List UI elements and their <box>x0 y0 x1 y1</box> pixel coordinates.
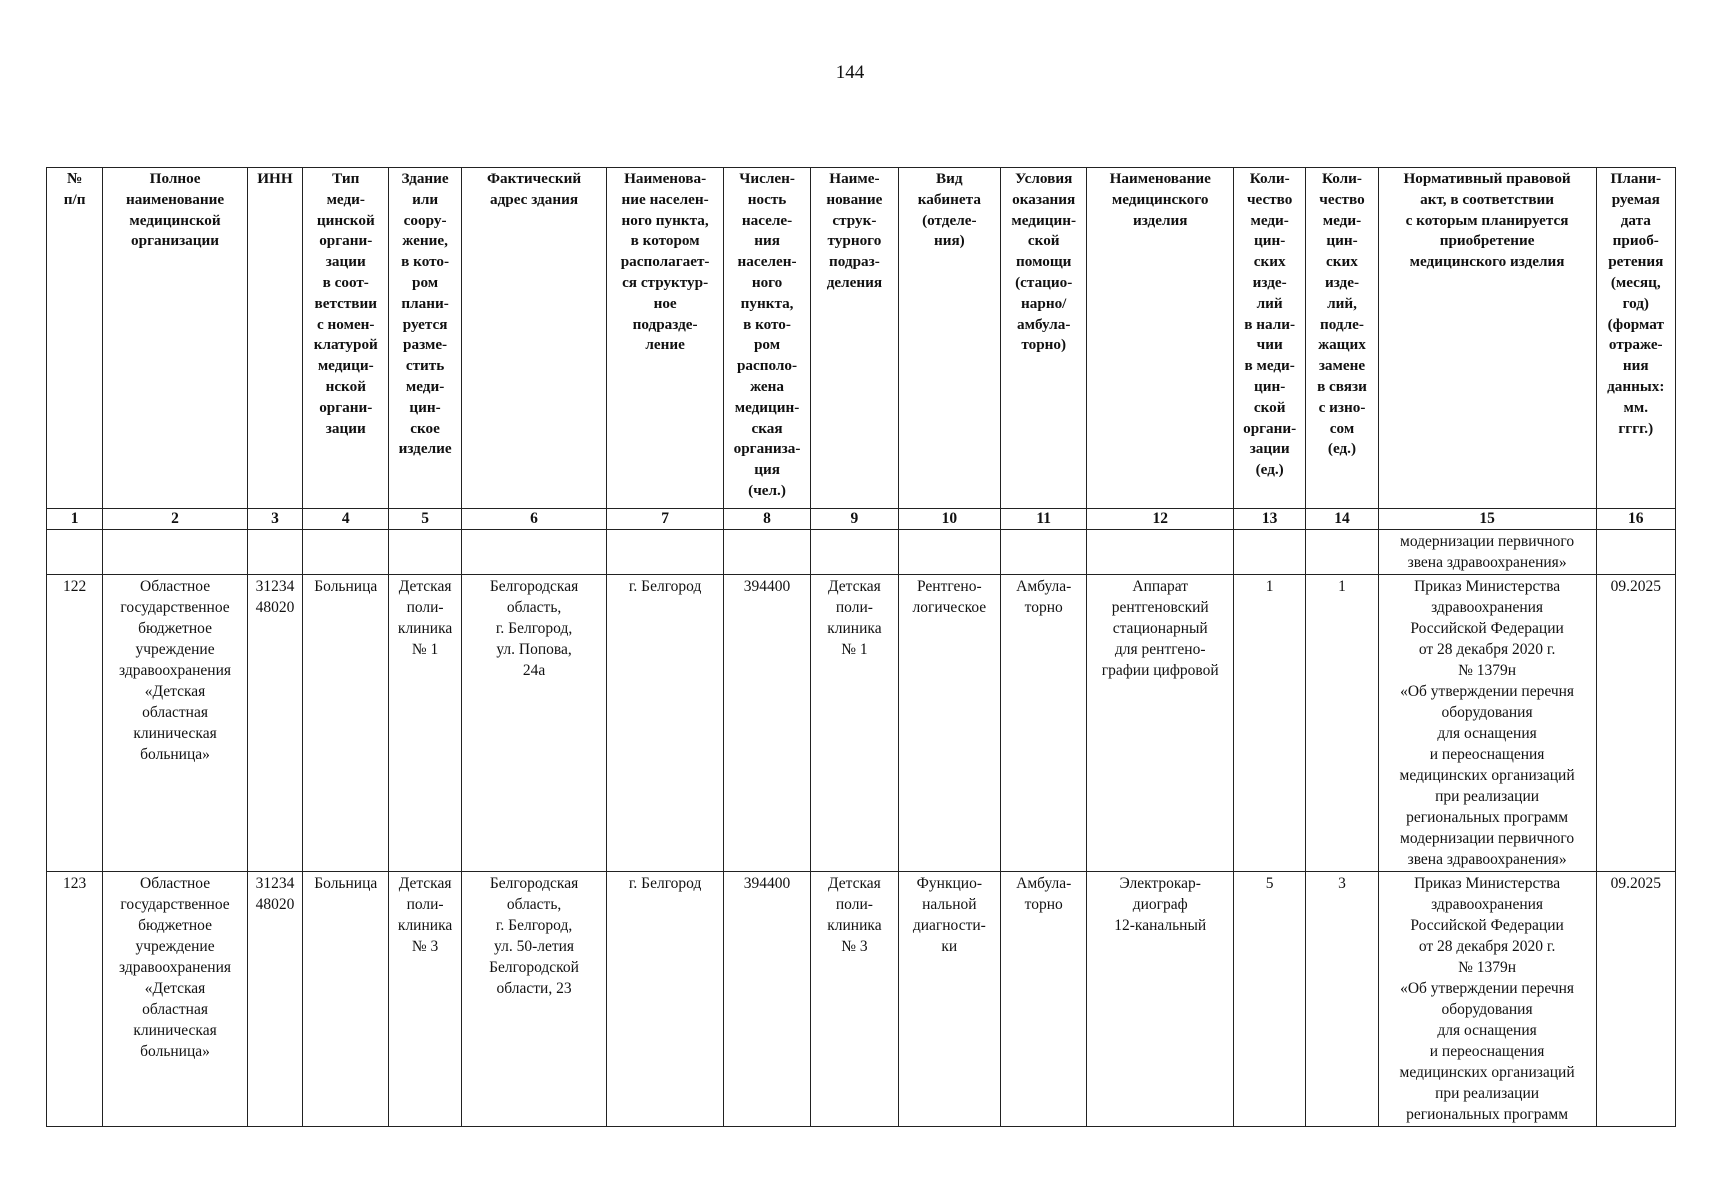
empty-cell <box>1234 530 1306 575</box>
org-name: Областное государственное бюджетное учреждение здравоохранения «Детская областная клиническая больница» <box>103 575 248 872</box>
column-number: 6 <box>461 509 607 530</box>
header-qty-have: Коли- чество меди- цин- ских изде- лий в нали- чии в меди- цин- ской органи- зации (ед.) <box>1234 168 1306 509</box>
empty-cell <box>1306 530 1378 575</box>
empty-cell <box>1087 530 1234 575</box>
column-number: 10 <box>898 509 1000 530</box>
row-num: 122 <box>47 575 103 872</box>
column-number: 8 <box>723 509 810 530</box>
column-number: 4 <box>303 509 389 530</box>
building: Детская поли- клиника № 3 <box>389 872 461 1127</box>
header-population: Числен- ность населе- ния населен- ного пункта, в кото- ром располо- жена медицин- ская организа- ция (чел.) <box>723 168 810 509</box>
empty-cell <box>723 530 810 575</box>
empty-cell <box>1001 530 1087 575</box>
header-qty-replace: Коли- чество меди- цин- ских изде- лий, подле- жащих замене в связи с изно- сом (ед.) <box>1306 168 1378 509</box>
org-type: Больница <box>303 872 389 1127</box>
purchase-date: 09.2025 <box>1596 575 1675 872</box>
qty-to-replace: 1 <box>1306 575 1378 872</box>
org-name: Областное государственное бюджетное учреждение здравоохранения «Детская областная клиническая больница» <box>103 872 248 1127</box>
population: 394400 <box>723 872 810 1127</box>
column-number: 3 <box>247 509 302 530</box>
population: 394400 <box>723 575 810 872</box>
inn: 31234 48020 <box>247 575 302 872</box>
row-num: 123 <box>47 872 103 1127</box>
column-number: 11 <box>1001 509 1087 530</box>
locality: г. Белгород <box>607 575 724 872</box>
header-unit: Наиме- нование струк- турного подраз- деления <box>811 168 898 509</box>
empty-cell <box>303 530 389 575</box>
header-device: Наименование медицинского изделия <box>1087 168 1234 509</box>
address: Белгородская область, г. Белгород, ул. Попова, 24а <box>461 575 607 872</box>
header-inn: ИНН <box>247 168 302 509</box>
empty-cell <box>898 530 1000 575</box>
empty-cell <box>461 530 607 575</box>
care-conditions: Амбула- торно <box>1001 575 1087 872</box>
table-row <box>47 575 1676 872</box>
care-conditions: Амбула- торно <box>1001 872 1087 1127</box>
purchase-date: 09.2025 <box>1596 872 1675 1127</box>
structural-unit: Детская поли- клиника № 3 <box>811 872 898 1127</box>
locality: г. Белгород <box>607 872 724 1127</box>
empty-cell <box>389 530 461 575</box>
qty-to-replace: 3 <box>1306 872 1378 1127</box>
qty-available: 1 <box>1234 575 1306 872</box>
header-locality: Наименова- ние населен- ного пункта, в котором располагает- ся структур- ное подразде- ление <box>607 168 724 509</box>
header-building: Здание или соору- жение, в кото- ром плани- руется разме- стить меди- цин- ское изделие <box>389 168 461 509</box>
column-number: 9 <box>811 509 898 530</box>
legal-act: Приказ Министерства здравоохранения Российской Федерации от 28 декабря 2020 г. № 1379н «Об утверждении перечня оборудования для оснащения и переоснащения медицинских организаций при реализации региональных программ <box>1378 872 1596 1127</box>
header-org-name: Полное наименование медицинской организации <box>103 168 248 509</box>
continuation-legal-act: модернизации первичного звена здравоохранения» <box>1378 530 1596 575</box>
empty-cell <box>1596 530 1675 575</box>
column-number: 12 <box>1087 509 1234 530</box>
cabinet-type: Функцио- нальной диагности- ки <box>898 872 1000 1127</box>
structural-unit: Детская поли- клиника № 1 <box>811 575 898 872</box>
header-date: Плани- руемая дата приоб- ретения (месяц, год) (формат отраже- ния данных: мм. гггг.) <box>1596 168 1675 509</box>
header-cabinet: Вид кабинета (отделе- ния) <box>898 168 1000 509</box>
header-address: Фактический адрес здания <box>461 168 607 509</box>
building: Детская поли- клиника № 1 <box>389 575 461 872</box>
empty-cell <box>607 530 724 575</box>
inn: 31234 48020 <box>247 872 302 1127</box>
cabinet-type: Рентгено- логическое <box>898 575 1000 872</box>
device-name: Электрокар- диограф 12-канальный <box>1087 872 1234 1127</box>
column-number-row <box>47 509 1676 530</box>
table-row <box>47 872 1676 1127</box>
header-conditions: Условия оказания медицин- ской помощи (стацио- нарно/ амбула- торно) <box>1001 168 1087 509</box>
legal-act: Приказ Министерства здравоохранения Российской Федерации от 28 декабря 2020 г. № 1379н «Об утверждении перечня оборудования для оснащения и переоснащения медицинских организаций при реализации региональных программ модернизации первичного звена здравоохранения» <box>1378 575 1596 872</box>
header-legal-act: Нормативный правовой акт, в соответствии с которым планируется приобретение медицинского изделия <box>1378 168 1596 509</box>
column-number: 2 <box>103 509 248 530</box>
header-org-type: Тип меди- цинской органи- зации в соот- ветствии с номен- клатурой медици- нской органи- зации <box>303 168 389 509</box>
device-name: Аппарат рентгеновский стационарный для рентгено- графии цифровой <box>1087 575 1234 872</box>
column-number: 15 <box>1378 509 1596 530</box>
equipment-table <box>46 167 1676 1127</box>
org-type: Больница <box>303 575 389 872</box>
empty-cell <box>103 530 248 575</box>
continuation-row <box>47 530 1676 575</box>
empty-cell <box>247 530 302 575</box>
page-number: 144 <box>835 62 865 83</box>
column-number: 13 <box>1234 509 1306 530</box>
empty-cell <box>47 530 103 575</box>
table-header-row <box>47 168 1676 509</box>
column-number: 7 <box>607 509 724 530</box>
address: Белгородская область, г. Белгород, ул. 50-летия Белгородской области, 23 <box>461 872 607 1127</box>
empty-cell <box>811 530 898 575</box>
column-number: 14 <box>1306 509 1378 530</box>
column-number: 1 <box>47 509 103 530</box>
column-number: 16 <box>1596 509 1675 530</box>
header-num: № п/п <box>47 168 103 509</box>
qty-available: 5 <box>1234 872 1306 1127</box>
column-number: 5 <box>389 509 461 530</box>
